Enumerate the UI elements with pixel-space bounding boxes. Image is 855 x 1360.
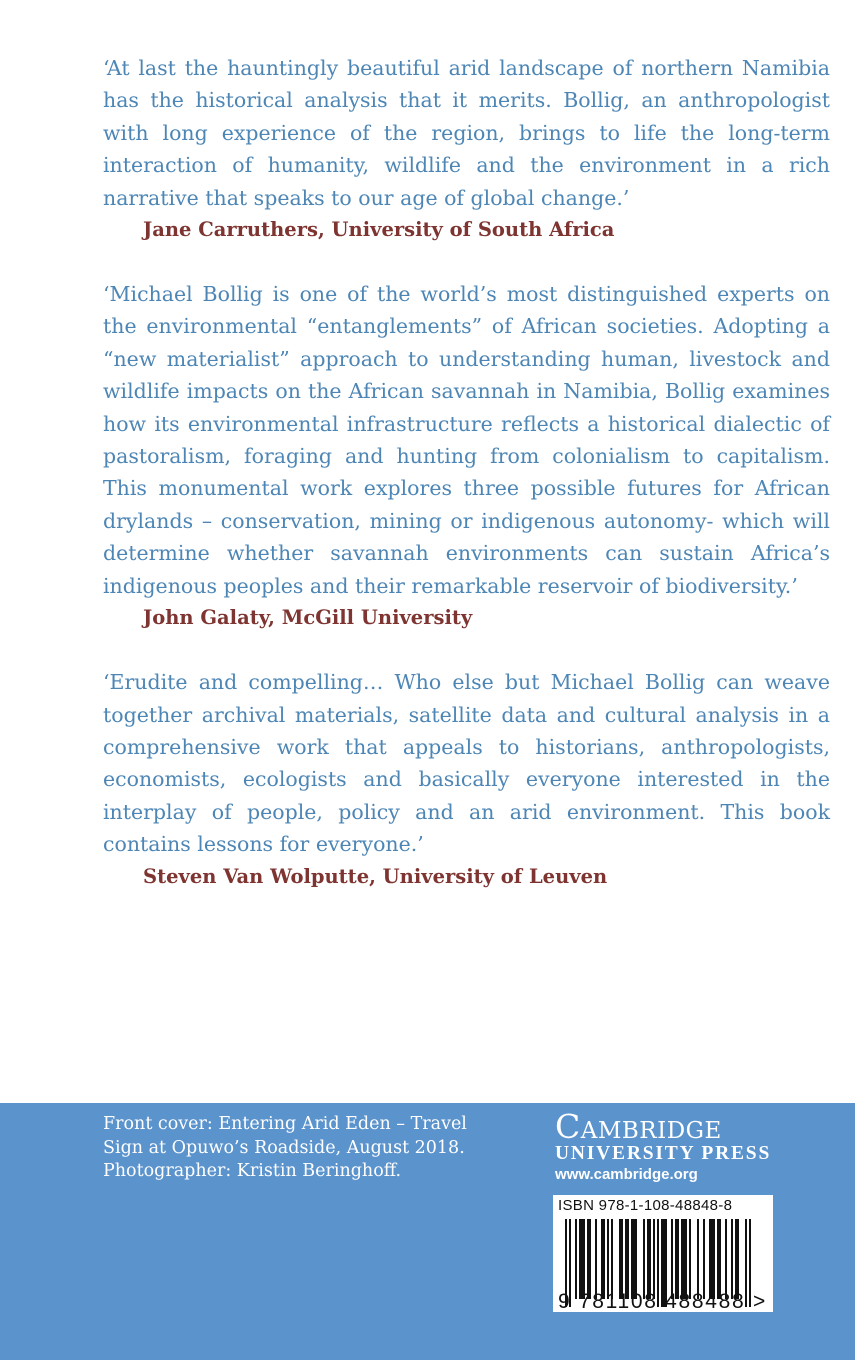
endorsement-1 [103, 52, 830, 246]
barcode-bar [607, 1219, 609, 1299]
isbn-digits: 9 781108 488488 > [558, 1290, 767, 1313]
barcode-bar [619, 1219, 623, 1299]
barcode-bar [709, 1219, 715, 1299]
publisher-press: UNIVERSITY PRESS [555, 1143, 772, 1164]
endorsement-quote: ‘Erudite and compelling… Who else but Michael Bollig can weave together archival materials, satellite data and cultural analysis in a comprehensive work that appeals to historians, anthropologists, economists, ecologists and basically everyone interested in the interplay of people, policy and an arid environment. This book contains lessons for everyone.’ [103, 670, 830, 857]
barcode-bar [671, 1219, 673, 1299]
barcode-bar [643, 1219, 645, 1299]
barcode-bar [575, 1219, 577, 1299]
endorsement-attribution: Jane Carruthers, University of South Africa [143, 218, 615, 242]
isbn-label: ISBN 978-1-108-48848-8 [558, 1197, 733, 1214]
publisher-url: www.cambridge.org [555, 1166, 698, 1183]
cover-footer-band [0, 1103, 855, 1360]
barcode-bar [725, 1219, 727, 1299]
cover-photo-credit: Front cover: Entering Arid Eden – Travel Sign at Opuwo’s Roadside, August 2018. Photographer: Kristin Beringhoff. [103, 1114, 467, 1181]
barcode-bar [611, 1219, 613, 1299]
barcode-bar [731, 1219, 733, 1299]
barcode-bar [625, 1219, 629, 1299]
barcode-bar [675, 1219, 679, 1299]
barcode-bar [587, 1219, 591, 1299]
publisher-name: Cambridge [555, 1107, 722, 1146]
endorsement-3 [103, 666, 830, 892]
barcode-bar [579, 1219, 585, 1299]
barcode-bar [703, 1219, 705, 1299]
barcode-bar [689, 1219, 691, 1299]
barcode-bar [631, 1219, 637, 1299]
endorsement-attribution: Steven Van Wolputte, University of Leuven [143, 864, 608, 888]
barcode-bar [735, 1219, 739, 1299]
barcode-bar [681, 1219, 687, 1299]
endorsement-attribution: John Galaty, McGill University [143, 606, 473, 630]
publisher-logo [555, 1107, 775, 1185]
barcode-bar [647, 1219, 651, 1299]
barcode-bar [653, 1219, 655, 1299]
endorsements [103, 52, 830, 893]
endorsement-2 [103, 278, 830, 634]
barcode-bar [595, 1219, 597, 1299]
barcode-bar [601, 1219, 605, 1299]
endorsement-quote: ‘Michael Bollig is one of the world’s most distinguished experts on the environmental “entanglements” of African societies. Adopting a “new materialist” approach to understanding human, livestock and wildlife impacts on the African savannah in Namibia, Bollig examines how its environmental infrastructure reflects a historical dialectic of pastoralism, foraging and hunting from colonialism to capitalism. This monumental work explores three possible futures for African drylands – conservation, mining or indigenous autonomy- which will determine whether savannah environments can sustain Africa’s indigenous peoples and their remarkable reservoir of biodiversity.’ [103, 282, 830, 598]
endorsement-quote: ‘At last the hauntingly beautiful arid landscape of northern Namibia has the historical analysis that it merits. Bollig, an anthropologist with long experience of the region, brings to life the long-term interaction of humanity, wildlife and the environment in a rich narrative that speaks to our age of global change.’ [103, 56, 830, 210]
barcode-bar [697, 1219, 699, 1299]
barcode-bar [717, 1219, 721, 1299]
isbn-barcode [553, 1195, 773, 1312]
